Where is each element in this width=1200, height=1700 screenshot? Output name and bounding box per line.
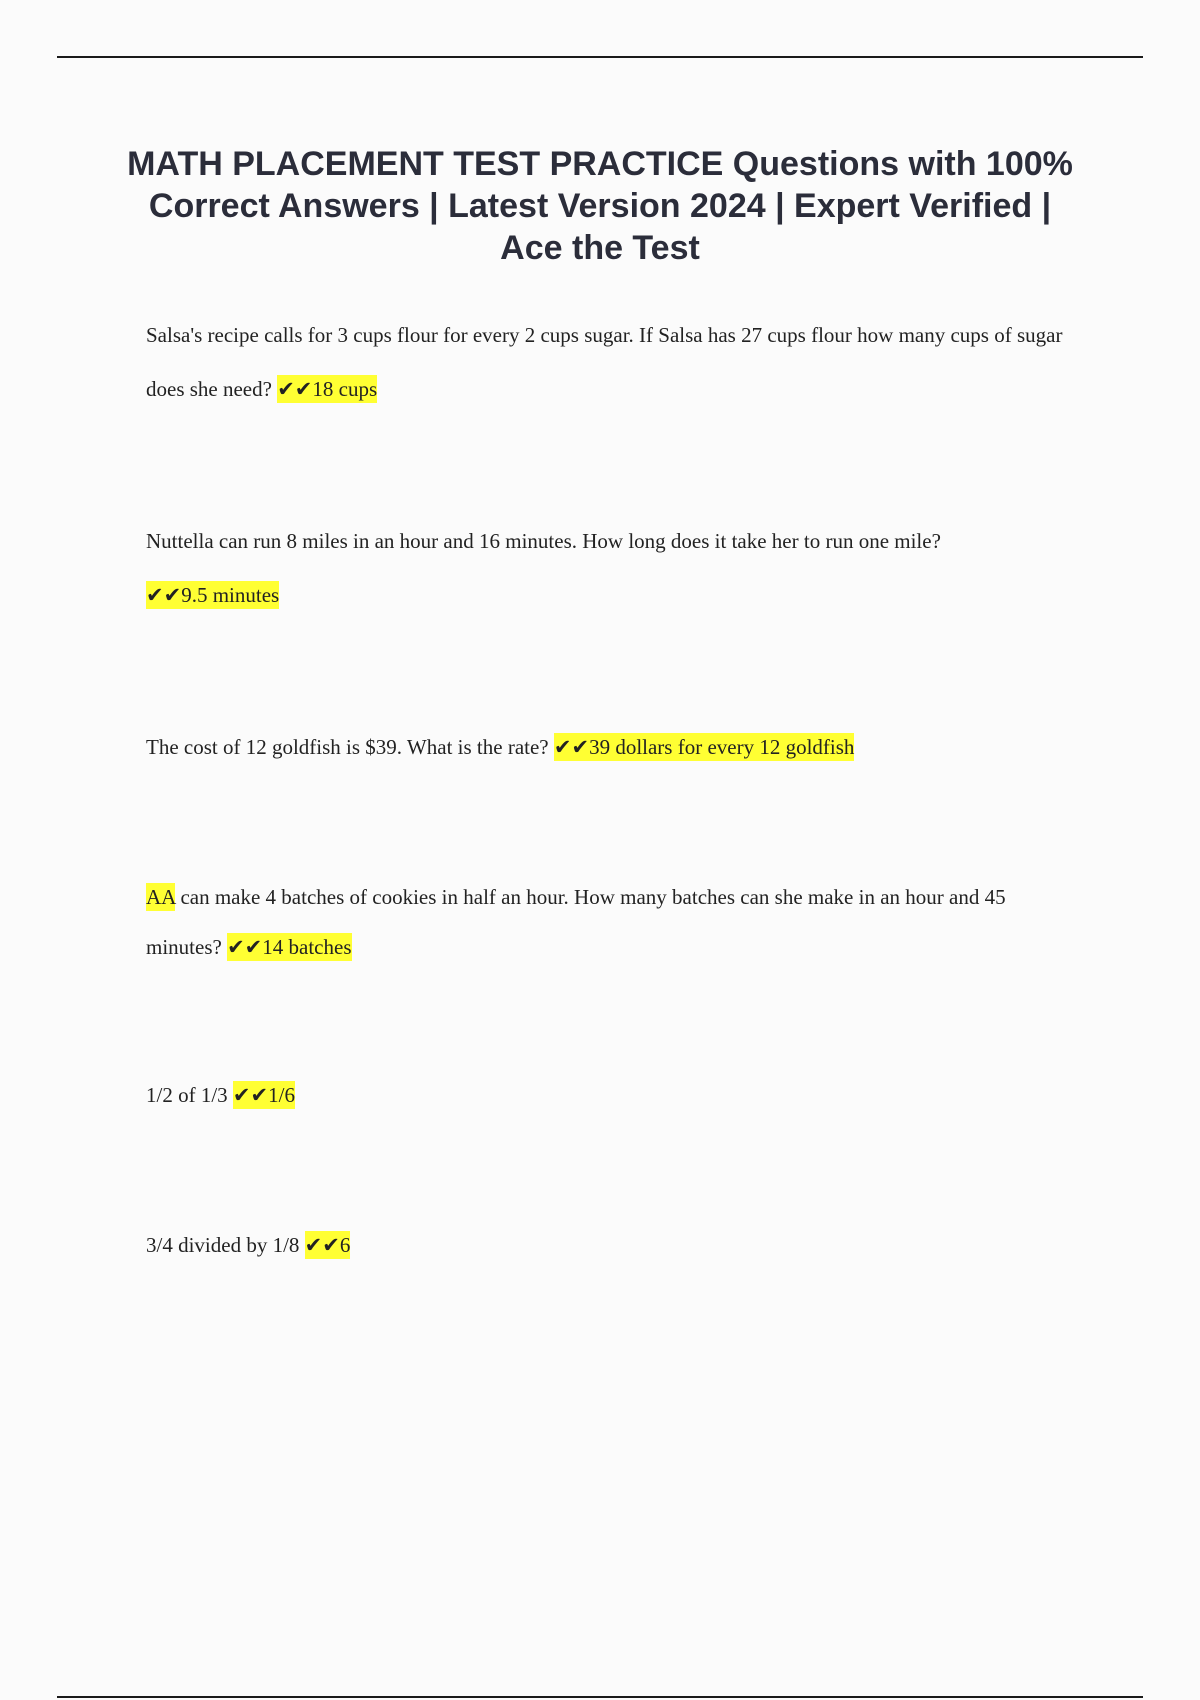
check-mark-icon: ✔✔: [304, 1233, 340, 1257]
answer-highlight: [227, 933, 351, 961]
answer-text: 9.5 minutes: [181, 583, 280, 607]
question-text: 3/4 divided by 1/8: [146, 1233, 300, 1257]
question-text: Salsa's recipe calls for 3 cups flour for every 2 cups sugar. If Salsa has 27 cups flour how many cups of sugar does she need?: [146, 323, 1063, 401]
question-text: can make 4 batches of cookies in half an hour. How many batches can she make in an hour and 45 minutes?: [146, 885, 1006, 959]
answer-text: 18 cups: [312, 377, 378, 401]
qa-item-5: [146, 1068, 1076, 1122]
question-text: Nuttella can run 8 miles in an hour and 16 minutes. How long does it take her to run one mile?: [146, 529, 941, 553]
answer-highlight: [554, 733, 855, 761]
question-text: The cost of 12 goldfish is $39. What is the rate?: [146, 735, 549, 759]
answer-text: 14 batches: [262, 935, 352, 959]
bottom-rule: [57, 1696, 1143, 1698]
answer-highlight: [305, 1231, 351, 1259]
qa-item-2: [146, 514, 1076, 622]
question-highlight: AA: [146, 885, 176, 909]
question-text: 1/2 of 1/3: [146, 1083, 228, 1107]
answer-highlight: [233, 1081, 295, 1109]
check-mark-icon: ✔✔: [553, 735, 590, 759]
check-mark-icon: ✔✔: [277, 377, 313, 401]
answer-text: 6: [339, 1233, 351, 1257]
check-mark-icon: ✔✔: [232, 1083, 269, 1107]
qa-item-3: [146, 720, 1076, 774]
document-title: MATH PLACEMENT TEST PRACTICE Questions with 100% Correct Answers | Latest Version 2024 | Expert Verified | Ace the Test: [127, 145, 1073, 267]
check-mark-icon: ✔✔: [146, 583, 182, 607]
qa-item-4: [146, 872, 1076, 972]
qa-item-6: [146, 1218, 1076, 1272]
answer-highlight: [146, 581, 279, 609]
top-rule: [57, 56, 1143, 58]
answer-highlight: [277, 375, 377, 403]
check-mark-icon: ✔✔: [227, 935, 263, 959]
answer-text: 1/6: [268, 1083, 295, 1107]
answer-text: 39 dollars for every 12 goldfish: [589, 735, 855, 759]
qa-item-1: [146, 308, 1076, 416]
